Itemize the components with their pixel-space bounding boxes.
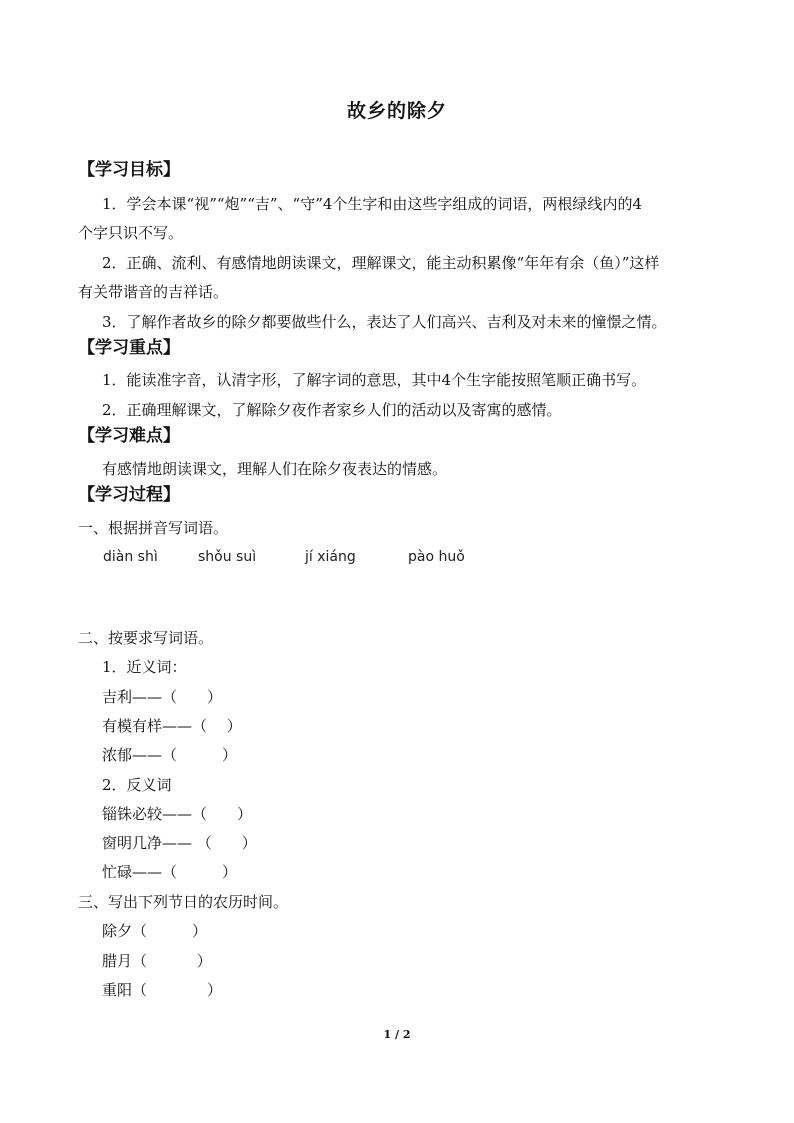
goals-item-1-line-1: 1．学会本课“视”“炮”“吉”、“守”4个生字和由这些字组成的词语，两根绿线内的4	[102, 195, 642, 213]
pinyin-item: pào huǒ	[408, 549, 465, 565]
antonym-item: 忙碌——（ ）	[102, 863, 238, 881]
difficulties-item-1: 有感情地朗读课文，理解人们在除夕夜表达的情感。	[102, 460, 448, 478]
synonyms-subheading: 1．近义词：	[102, 658, 187, 676]
question-2-title: 二、按要求写词语。	[78, 629, 214, 647]
document-title: 故乡的除夕	[346, 100, 447, 122]
key-points-item-2: 2．正确理解课文，了解除夕夜作者家乡人们的活动以及寄寓的感情。	[102, 401, 562, 419]
pinyin-item: shǒu suì	[198, 549, 257, 565]
synonym-item: 有模有样——（ ）	[102, 717, 242, 735]
question-3-title: 三、写出下列节日的农历时间。	[78, 893, 289, 911]
festival-item: 腊月（ ）	[102, 952, 212, 970]
antonym-item: 锱铢必较——（ ）	[102, 805, 253, 823]
key-points-heading: 【学习重点】	[78, 338, 180, 358]
pinyin-item: jí xiáng	[305, 549, 356, 565]
synonym-item: 浓郁——（ ）	[102, 746, 238, 764]
pinyin-item: diàn shì	[103, 549, 158, 565]
goals-item-1-line-2: 个字只识不写。	[78, 224, 184, 242]
synonym-item: 吉利——（ ）	[102, 688, 223, 706]
goals-item-2-line-2: 有关带谐音的吉祥话。	[78, 283, 229, 301]
antonyms-subheading: 2．反义词	[102, 776, 172, 794]
difficulties-heading: 【学习难点】	[78, 426, 180, 446]
antonym-item: 窗明几净—— （ ）	[102, 834, 257, 852]
festival-item: 重阳（ ）	[102, 981, 223, 999]
festival-item: 除夕（ ）	[102, 922, 208, 940]
goals-item-3: 3．了解作者故乡的除夕都要做些什么，表达了人们高兴、吉利及对未来的憧憬之情。	[102, 313, 667, 331]
question-1-title: 一、根据拼音写词语。	[78, 519, 229, 537]
page-number: 1 / 2	[383, 1028, 411, 1041]
goals-item-2-line-1: 2．正确、流利、有感情地朗读课文，理解课文，能主动积累像“年年有余（鱼）”这样	[102, 254, 660, 272]
process-heading: 【学习过程】	[78, 485, 180, 505]
key-points-item-1: 1．能读准字音，认清字形，了解字词的意思，其中4个生字能按照笔顺正确书写。	[102, 371, 647, 389]
goals-heading: 【学习目标】	[78, 160, 180, 180]
